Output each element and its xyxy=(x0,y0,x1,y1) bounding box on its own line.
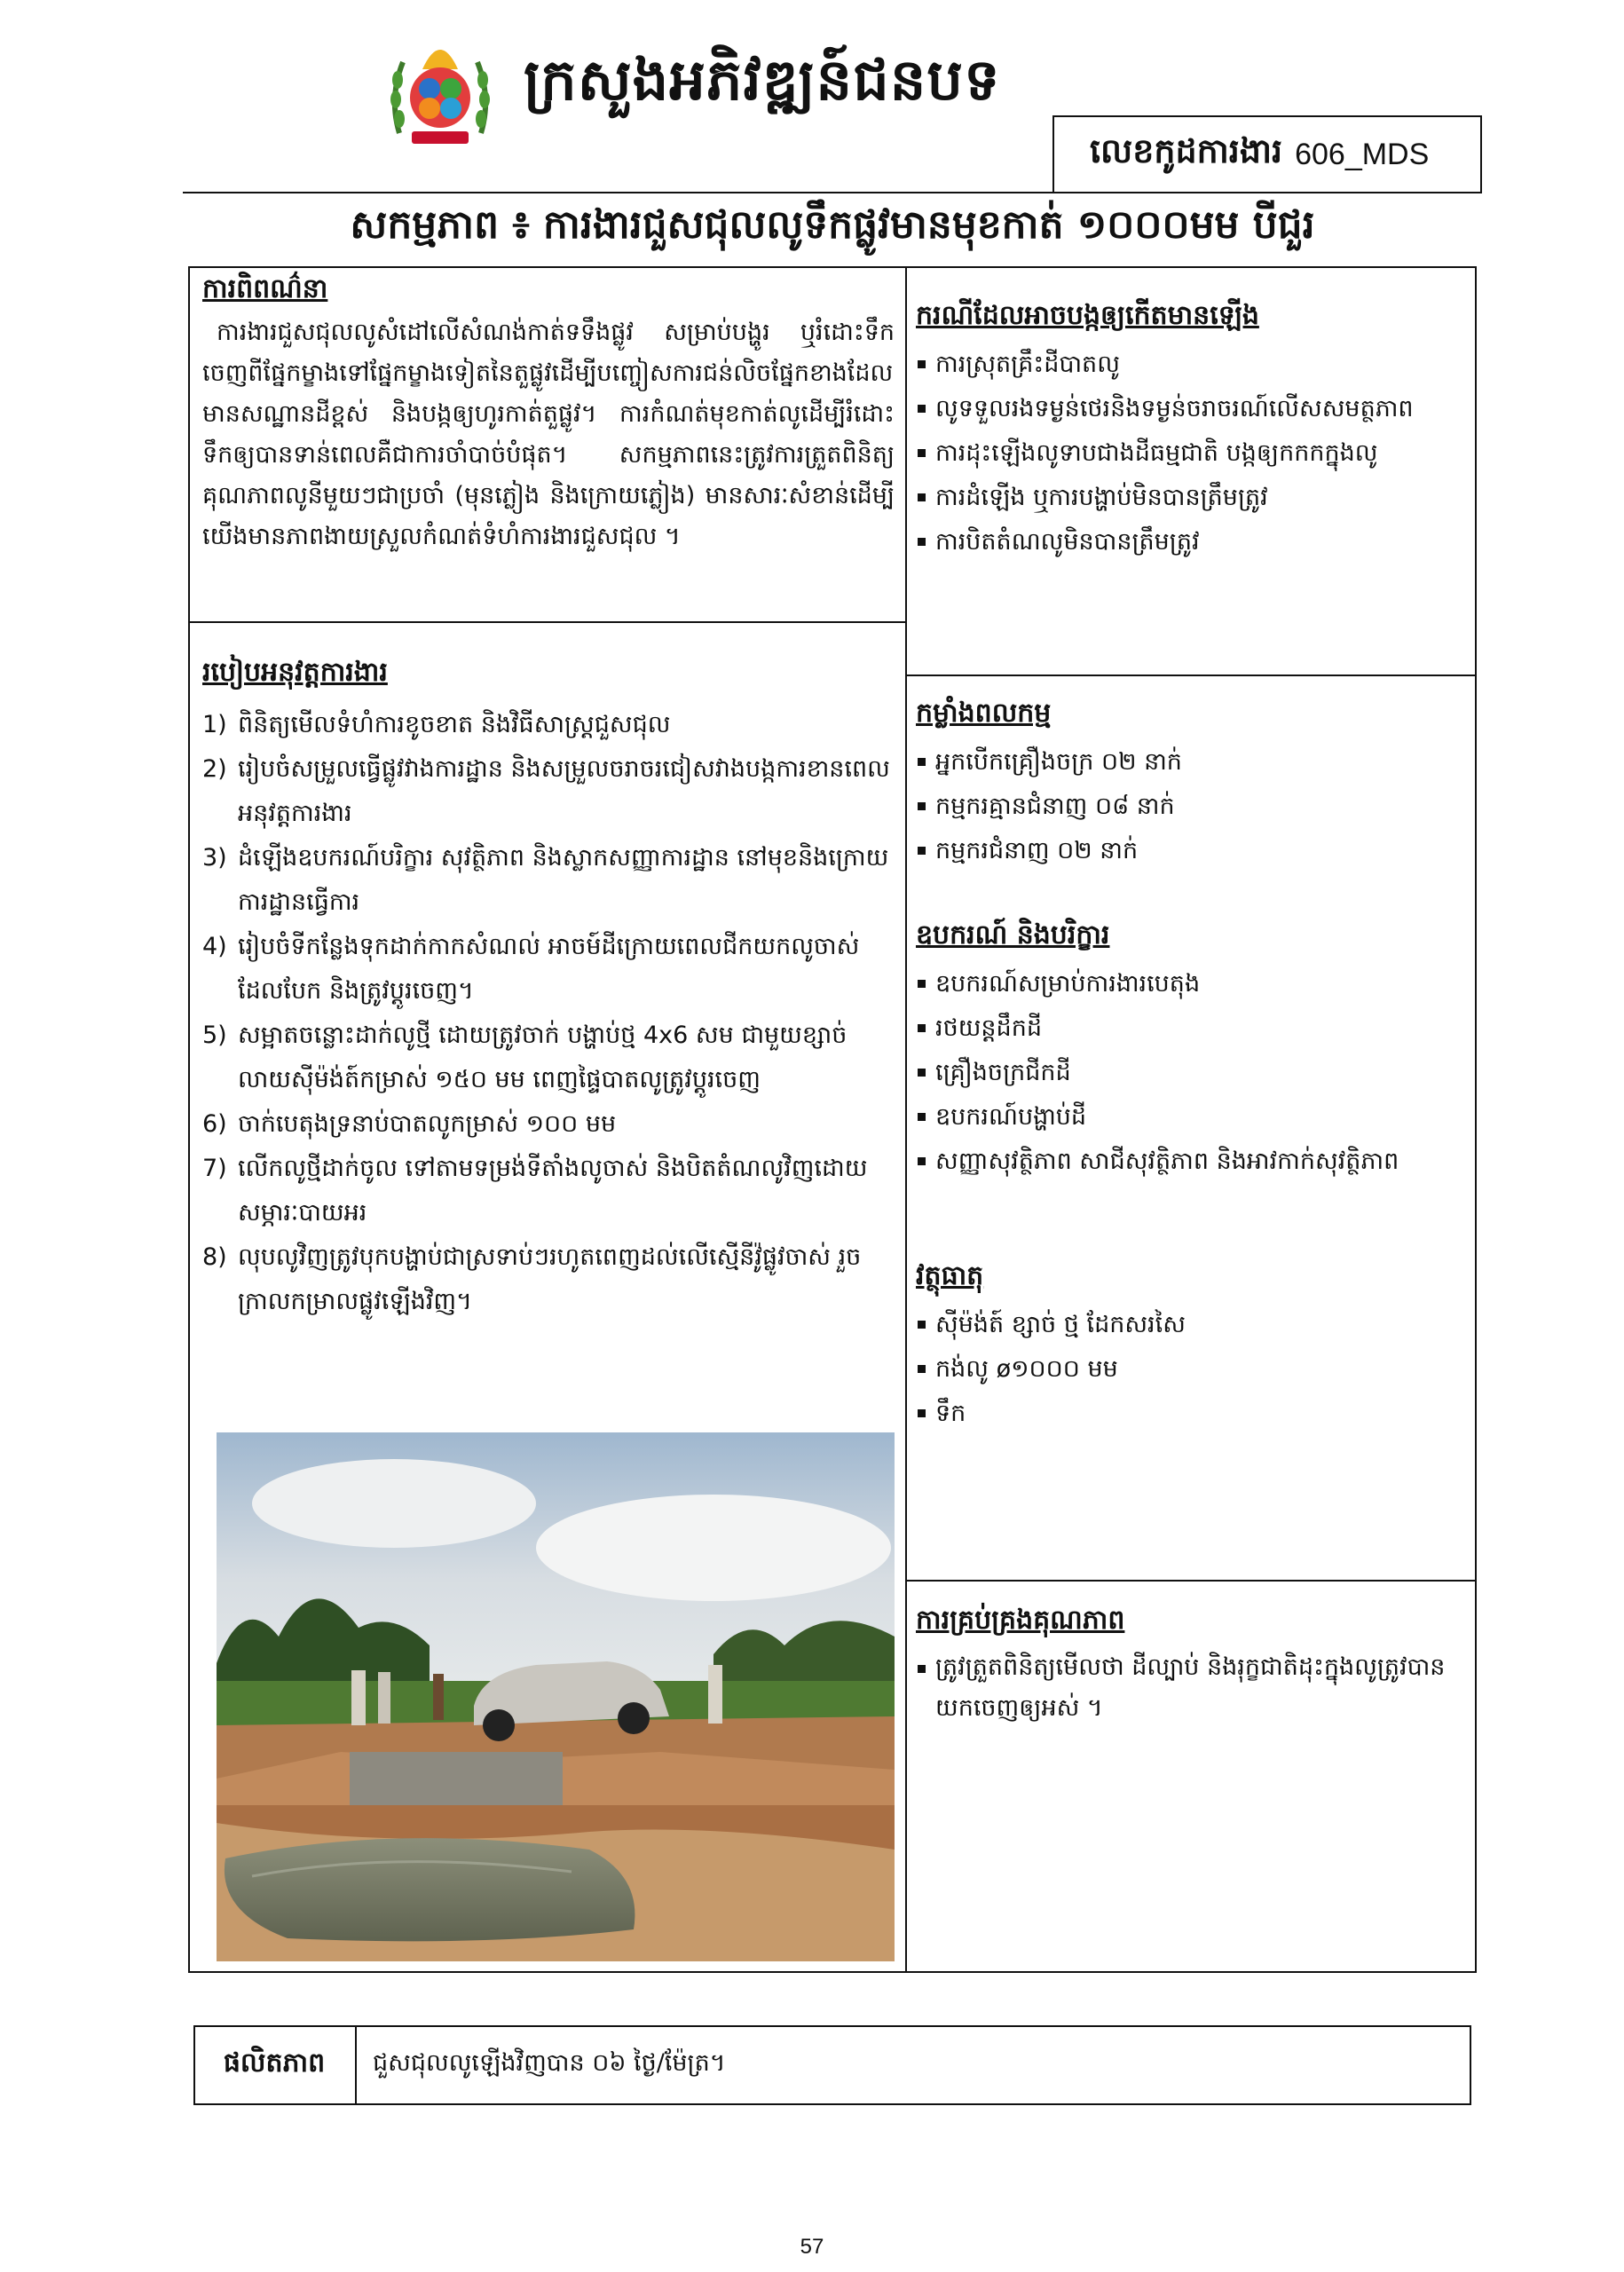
list-item: 8) លុបលូវិញត្រូវបុកបង្ហាប់ជាស្រទាប់ៗរហូតពេញដល់លើស្មើនីវ៉ូផ្លូវចាស់ រួចក្រាលកម្រាលផ្លូវឡើងវិញ។ xyxy=(202,1243,862,1315)
document-code-value: 606_MDS xyxy=(1295,137,1430,171)
document-code-label: លេខកូដការងារ xyxy=(1090,130,1283,170)
productivity-text: ជួសជុលលូឡើងវិញបាន ០៦ ថ្ងៃ/ម៉ែត្រ។ xyxy=(373,2048,726,2077)
materials-list xyxy=(916,1303,1470,1436)
list-item: រថយន្តដឹកដី xyxy=(916,1006,1470,1051)
list-item: ការស្រុតគ្រឹះដីបាតលូ xyxy=(916,343,1470,387)
labor-section xyxy=(916,696,1470,873)
list-item: 6) ចាក់បេតុងទ្រនាប់បាតលូកម្រាស់ ១០០ មម xyxy=(202,1110,617,1138)
header-divider xyxy=(183,192,1052,193)
quality-heading: ការគ្រប់គ្រងគុណភាព xyxy=(916,1605,1125,1636)
list-item: ការបិតតំណលូមិនបានត្រឹមត្រូវ xyxy=(916,520,1470,564)
equipment-list xyxy=(916,962,1470,1184)
equipment-section xyxy=(916,918,1470,1184)
list-item: 4) រៀបចំទីកន្លែងទុកដាក់កាកសំណល់ អាចម៍ដីក្រោយពេលជីកយកលូចាស់ដែលបែក និងត្រូវប្តូរចេញ។ xyxy=(202,933,860,1005)
labor-list xyxy=(916,740,1470,873)
list-item: ការដំឡើង ឬការបង្ហាប់មិនបានត្រឹមត្រូវ xyxy=(916,476,1470,520)
causes-heading: ករណីដែលអាចបង្កឲ្យកើតមានឡើង xyxy=(916,300,1259,331)
list-item: ឧបករណ៍បង្ហាប់ដី xyxy=(916,1095,1470,1140)
method-section xyxy=(202,655,895,1324)
site-photo xyxy=(217,1432,895,1961)
materials-section xyxy=(916,1258,1470,1436)
list-item: កម្មករជំនាញ ០២ នាក់ xyxy=(916,829,1470,873)
description-text: ការងារជួសជុលលូសំដៅលើសំណង់កាត់ទទឹងផ្លូវ សម្រាប់បង្ហូរ ឬរំដោះទឹកចេញពីផ្នែកម្ខាងទៅផ្នែកម្ខាងទៀតនៃតួផ្លូវដើម្បីបញ្ចៀសការជន់លិចផ្នែកខាងដែលមានសណ្ឋានដីខ្ពស់ និងបង្កឲ្យហូរកាត់តួផ្លូវ។ ការកំណត់មុខកាត់លូដើម្បីរំដោះទឹកឲ្យបានទាន់ពេលគឺជាការចាំបាច់បំផុត។ សកម្មភាពនេះត្រូវការត្រួតពិនិត្យគុណភាពលូនីមួយៗជាប្រចាំ (មុនភ្លៀង និងក្រោយភ្លៀង) មានសារៈសំខាន់ដើម្បីយើងមានភាពងាយស្រួលកំណត់ទំហំការងារជួសជុល ។ xyxy=(202,319,895,550)
left-row-divider xyxy=(188,621,907,623)
labor-heading: កម្លាំងពលកម្ម xyxy=(916,698,1052,729)
list-item: 5) សម្អាតចន្លោះដាក់លូថ្មី ដោយត្រូវចាក់ បង្ហាប់ថ្ម 4x6 សម ជាមួយខ្សាច់លាយស៊ីម៉ង់ត៍កម្រាស់ ១៥០ មម ពេញផ្ទៃបាតលូត្រូវប្តូរចេញ xyxy=(202,1022,847,1093)
list-item: គ្រឿងចក្រជីកដី xyxy=(916,1051,1470,1095)
list-item: សញ្ញាសុវត្ថិភាព សាជីសុវត្ថិភាព និងអាវកាក់សុវត្ថិភាព xyxy=(916,1140,1470,1184)
ministry-logo xyxy=(387,27,493,162)
causes-section xyxy=(916,298,1470,564)
list-item: 1) ពិនិត្យមើលទំហំការខូចខាត និងវិធីសាស្ត្រជួសជុល xyxy=(202,711,671,738)
right-row-divider-2 xyxy=(905,1580,1477,1582)
ministry-title: ក្រសួងអភិវឌ្ឍន៍ជនបទ xyxy=(524,47,1001,114)
list-item: ស៊ីម៉ង់ត៍ ខ្សាច់ ថ្ម ដែកសរសៃ xyxy=(916,1303,1470,1347)
equipment-heading: ឧបករណ៍ និងបរិក្ខារ xyxy=(916,919,1110,951)
list-item: 3) ដំឡើងឧបករណ៍បរិក្ខារ សុវត្ថិភាព និងស្លាកសញ្ញាការដ្ឋាន នៅមុខនិងក្រោយការដ្ឋានធ្វើការ xyxy=(202,844,889,916)
list-item: ការដុះឡើងលូទាបជាងដីធម្មជាតិ បង្កឲ្យកកកក្នុងលូ xyxy=(916,431,1470,476)
method-steps xyxy=(202,703,895,1324)
document-code-box xyxy=(1052,115,1482,193)
right-row-divider-1 xyxy=(905,674,1477,676)
method-heading: របៀបអនុវត្តការងារ xyxy=(202,657,388,688)
description-heading: ការពិពណ៌នា xyxy=(202,273,328,304)
quality-section xyxy=(916,1603,1470,1729)
description-section xyxy=(202,272,895,557)
activity-title: សកម្មភាព ៖ ការងារជួសជុលលូទឹកផ្លូវមានមុខកាត់ ១០០០មម បីជួរ xyxy=(350,202,1315,248)
list-item: 7) លើកលូថ្មីដាក់ចូល ទៅតាមទម្រង់ទីតាំងលូចាស់ និងបិតតំណលូវិញដោយសម្ភារៈបាយអរ xyxy=(202,1155,868,1227)
list-item: កម្មករគ្មានជំនាញ ០៨ នាក់ xyxy=(916,785,1470,829)
page-number: 57 xyxy=(800,2235,824,2259)
list-item: ត្រូវត្រួតពិនិត្យមើលថា ដីល្បាប់ និងរុក្ខជាតិដុះក្នុងលូត្រូវបានយកចេញឲ្យអស់ ។ xyxy=(916,1647,1470,1729)
list-item: អ្នកបើកគ្រឿងចក្រ ០២ នាក់ xyxy=(916,740,1470,785)
list-item: កង់លូ ø១០០០ មម xyxy=(916,1347,1470,1392)
productivity-divider xyxy=(355,2025,357,2105)
causes-list xyxy=(916,343,1470,564)
list-item: ឧបករណ៍សម្រាប់ការងារបេតុង xyxy=(916,962,1470,1006)
list-item: 2) រៀបចំសម្រួលធ្វើផ្លូវវាងការដ្ឋាន និងសម្រួលចរាចរជៀសវាងបង្កការខានពេលអនុវត្តការងារ xyxy=(202,755,890,827)
quality-list xyxy=(916,1647,1470,1729)
productivity-label: ផលិតភាព xyxy=(223,2047,326,2079)
list-item: លូទទួលរងទម្ងន់ថេរនិងទម្ងន់ចរាចរណ៍លើសសមត្ថភាព xyxy=(916,387,1470,431)
materials-heading: វត្ថុធាតុ xyxy=(916,1260,984,1291)
list-item: ទឹក xyxy=(916,1392,1470,1436)
column-divider xyxy=(905,266,907,1973)
